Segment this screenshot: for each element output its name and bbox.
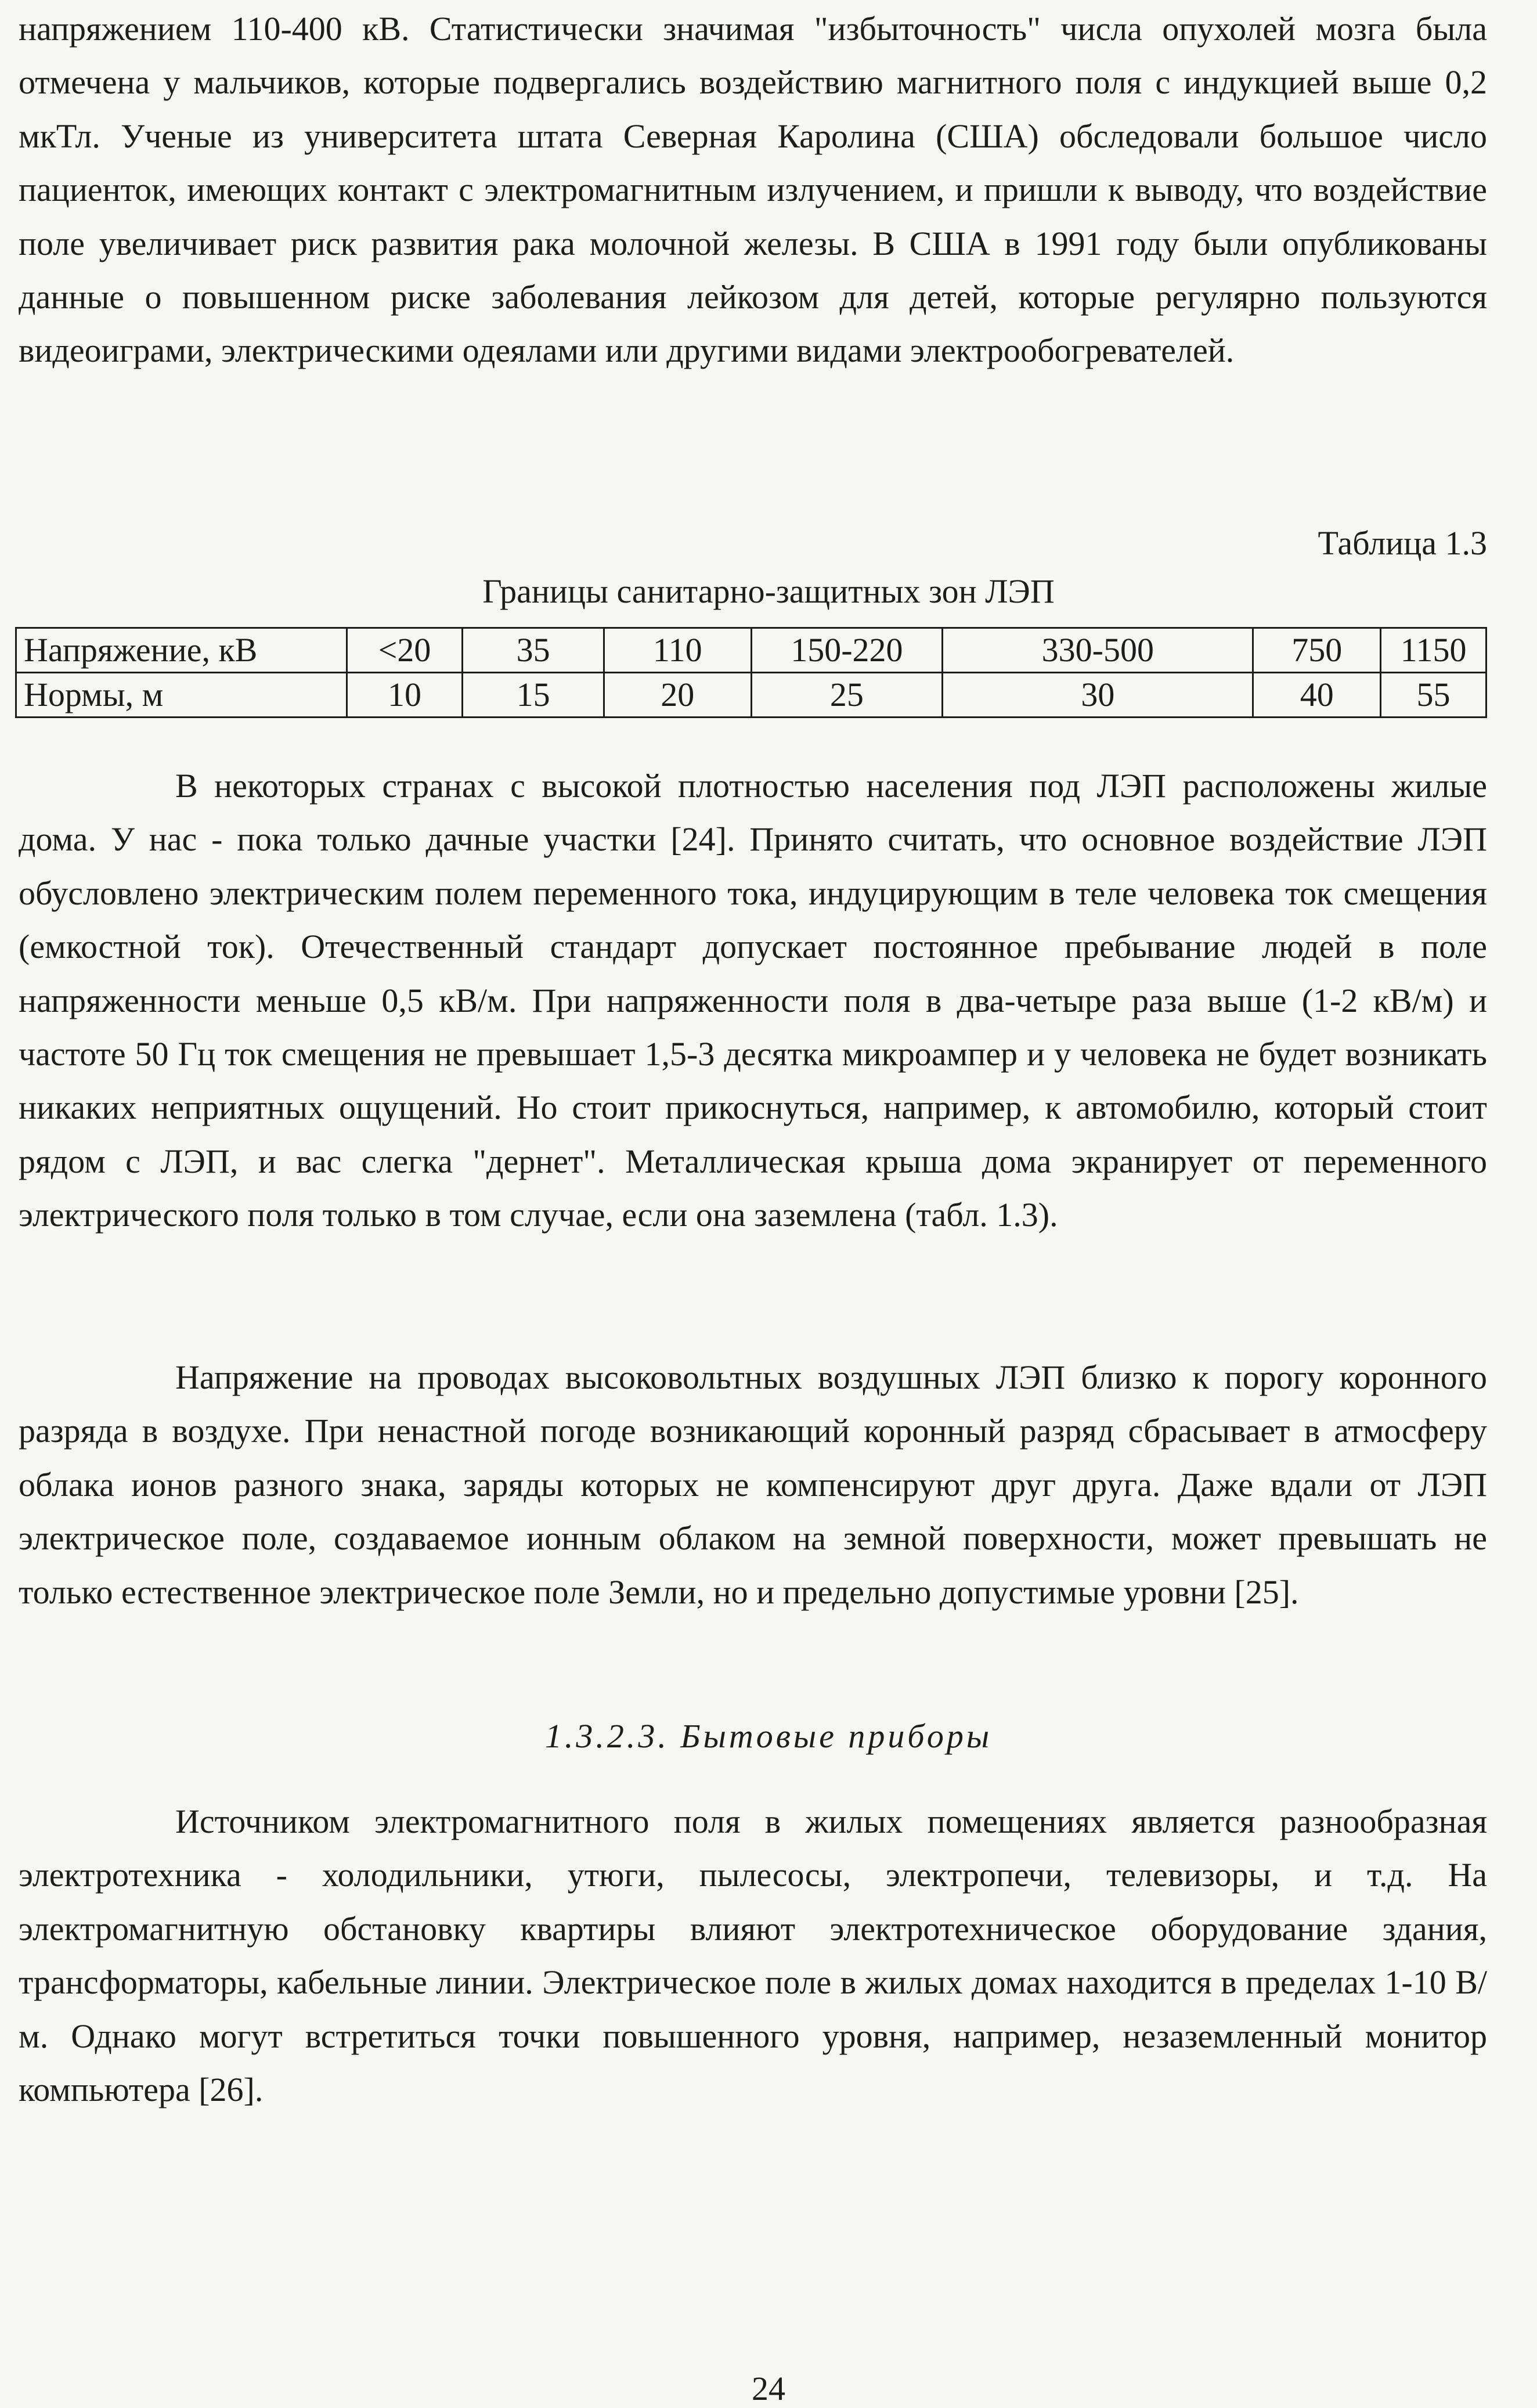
paragraph-4: Источником электромагнитного поля в жилых помещениях является разнообразная электротехника - холодильники, утюги, пылесосы, электропечи, телевизоры, и т.д. На электромагнитную обстановку квартиры влияют электротехническое оборудование здания, трансформаторы, кабельные линии. Электрическое поле в жилых домах находится в пределах 1-10 В/м. Однако могут встретиться точки повышенного уровня, например, незаземленный монитор компьютера [26]. (19, 1803, 1487, 2109)
table-label: Таблица 1.3 (1318, 524, 1487, 562)
table-row-header-norms: Нормы, м (16, 673, 347, 718)
table-cell: 15 (463, 673, 604, 718)
paragraph-3: Напряжение на проводах высоковольтных воздушных ЛЭП близко к порогу коронного разряда в воздухе. При ненастной погоде возникающий коронный разряд сбрасывает в атмосферу облака ионов разного знака, заряды которых не компенсируют друг друга. Даже вдали от ЛЭП электрическое поле, создаваемое ионным облаком на земной поверхности, может превышать не только естественное электрическое поле Земли, но и предельно допустимые уровни [25]. (19, 1358, 1487, 1611)
table-cell: 25 (751, 673, 943, 718)
paragraph-2: В некоторых странах с высокой плотностью населения под ЛЭП расположены жилые дома. У нас - пока только дачные участки [24]. Принято считать, что основное воздействие ЛЭП обусловлено электрическим полем переменного тока, индуцирующим в теле человека ток смещения (емкостной ток). Отечественный стандарт допускает постоянное пребывание людей в поле напряженности меньше 0,5 кВ/м. При напряженности поля в два-четыре раза выше (1-2 кВ/м) и частоте 50 Гц ток смещения не превышает 1,5-3 десятка микроампер и у человека не будет возникать никаких неприятных ощущений. Но стоит прикоснуться, например, к автомобилю, который стоит рядом с ЛЭП, и вас слегка "дернет". Металлическая крыша дома экранирует от переменного электрического поля только в том случае, если она заземлена (табл. 1.3). (19, 767, 1487, 1234)
table-cell: 150-220 (751, 628, 943, 673)
section-title: 1.3.2.3. Бытовые приборы (544, 1717, 993, 1755)
table-row-header-voltage: Напряжение, кВ (16, 628, 347, 673)
table-cell: 10 (347, 673, 463, 718)
table-cell: 40 (1253, 673, 1381, 718)
page-number: 24 (752, 2370, 785, 2407)
table-cell: 1150 (1381, 628, 1487, 673)
table-row-voltage (16, 628, 1487, 673)
table-cell: 110 (604, 628, 751, 673)
table-caption: Границы санитарно-защитных зон ЛЭП (482, 572, 1055, 610)
sanitary-zones-table (15, 627, 1487, 718)
table-cell: 30 (943, 673, 1253, 718)
paragraph-1: напряжением 110-400 кВ. Статистически значимая "избыточность" числа опухолей мозга была отмечена у мальчиков, которые подвергались воздействию магнитного поля с индукцией выше 0,2 мкТл. Ученые из университета штата Северная Каролина (США) обследовали большое число пациенток, имеющих контакт с электромагнитным излучением, и пришли к выводу, что воздействие поле увеличивает риск развития рака молочной железы. В США в 1991 году были опубликованы данные о повышенном риске заболевания лейкозом для детей, которые регулярно пользуются видеоиграми, электрическими одеялами или другими видами электрообогревателей. (19, 10, 1487, 370)
table-cell: 20 (604, 673, 751, 718)
table-cell: 35 (463, 628, 604, 673)
table-cell: 55 (1381, 673, 1487, 718)
table-row-norms (16, 673, 1487, 718)
table-cell: 330-500 (943, 628, 1253, 673)
table-cell: <20 (347, 628, 463, 673)
table-cell: 750 (1253, 628, 1381, 673)
